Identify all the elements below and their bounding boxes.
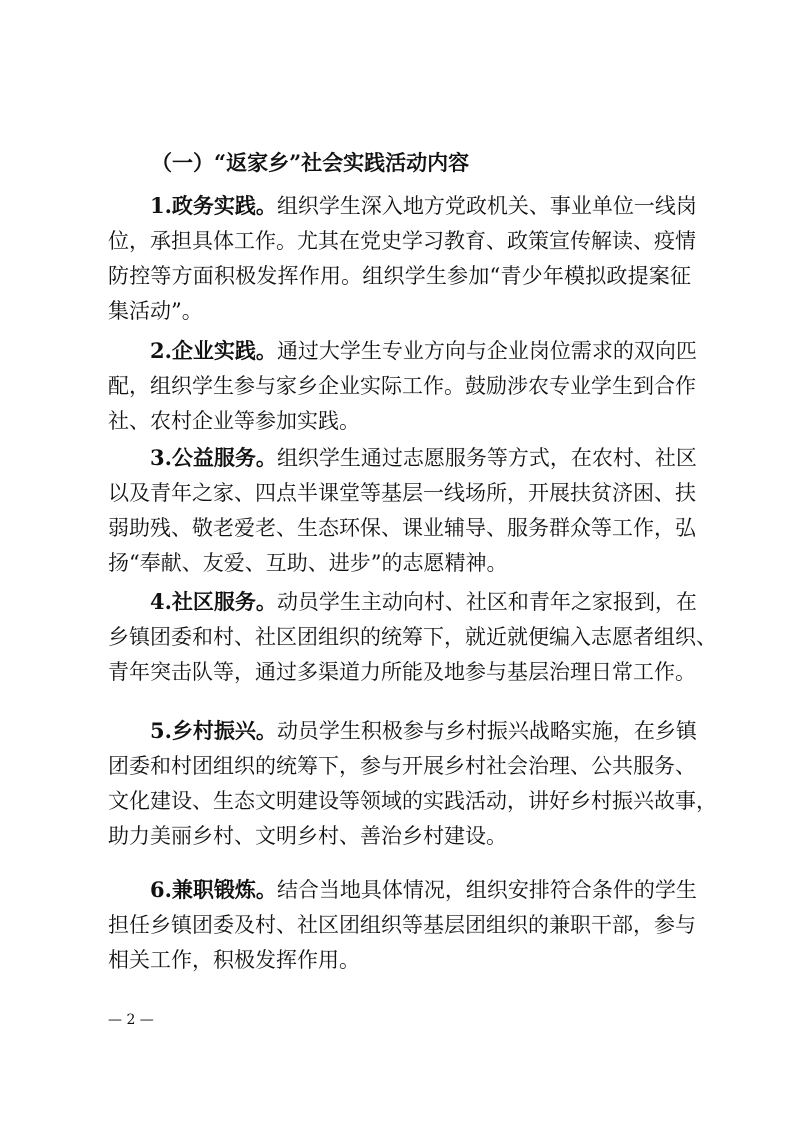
paragraph-line <box>108 440 697 476</box>
paragraph-line: 配，组织学生参与家乡企业实际工作。鼓励涉农专业学生到合作 <box>108 374 696 398</box>
paragraph-lead: 3.公益服务。 <box>150 445 277 470</box>
paragraph-lead: 2.企业实践。 <box>150 338 277 363</box>
paragraph-line: 弱助残、敬老爱老、生态环保、课业辅导、服务群众等工作，弘 <box>108 516 696 540</box>
paragraph-line: 相关工作，积极发挥作用。 <box>108 948 360 972</box>
paragraph-text: 组织学生深入地方党政机关、事业单位一线岗 <box>276 194 697 218</box>
paragraph-enterprise-practice <box>108 333 697 439</box>
paragraph-line: 担任乡镇团委及村、社区团组织等基层团组织的兼职干部，参与 <box>108 913 696 937</box>
paragraph-lead: 4.社区服务。 <box>150 589 277 614</box>
paragraph-text: 动员学生主动向村、社区和青年之家报到，在 <box>276 590 697 614</box>
paragraph-line: 青年突击队等，通过多渠道力所能及地参与基层治理日常工作。 <box>108 660 696 684</box>
paragraph-line <box>108 713 697 749</box>
paragraph-line: 防控等方面积极发挥作用。组织学生参加“青少年模拟政提案征 <box>108 264 691 288</box>
paragraph-line <box>108 333 697 369</box>
paragraph-line: 以及青年之家、四点半课堂等基层一线场所，开展扶贫济困、扶 <box>108 481 696 505</box>
paragraph-line: 团委和村团组织的统筹下，参与开展乡村社会治理、公共服务、 <box>108 754 696 778</box>
paragraph-lead: 1.政务实践。 <box>150 193 277 218</box>
page-number: — 2 — <box>108 1012 154 1028</box>
paragraph-line: 助力美丽乡村、文明乡村、善治乡村建设。 <box>108 824 507 848</box>
paragraph-government-practice <box>108 188 697 329</box>
paragraph-text: 组织学生通过志愿服务等方式，在农村、社区 <box>276 446 697 470</box>
paragraph-lead: 5.乡村振兴。 <box>150 718 277 743</box>
paragraph-line: 社、农村企业等参加实践。 <box>108 409 360 433</box>
paragraph-public-service <box>108 440 697 581</box>
paragraph-community-service <box>108 584 717 690</box>
paragraph-line: 扬“奉献、友爱、互助、进步”的志愿精神。 <box>108 551 508 575</box>
paragraph-line <box>108 584 697 620</box>
paragraph-text: 通过大学生专业方向与企业岗位需求的双向匹 <box>276 339 697 363</box>
paragraph-text: 动员学生积极参与乡村振兴战略实施，在乡镇 <box>276 719 697 743</box>
section-heading: （一）“返家乡”社会实践活动内容 <box>151 150 470 175</box>
paragraph-part-time-training <box>108 872 697 978</box>
paragraph-text: 结合当地具体情况，组织安排符合条件的学生 <box>276 878 697 902</box>
paragraph-lead: 6.兼职锻炼。 <box>150 877 277 902</box>
paragraph-line: 文化建设、生态文明建设等领域的实践活动，讲好乡村振兴故事， <box>108 789 717 813</box>
paragraph-line <box>108 872 697 908</box>
paragraph-rural-revitalization <box>108 713 717 854</box>
paragraph-line: 乡镇团委和村、社区团组织的统筹下，就近就便编入志愿者组织、 <box>108 625 717 649</box>
paragraph-line <box>108 188 697 224</box>
paragraph-line: 位，承担具体工作。尤其在党史学习教育、政策宣传解读、疫情 <box>108 229 696 253</box>
paragraph-line: 集活动”。 <box>108 299 203 323</box>
